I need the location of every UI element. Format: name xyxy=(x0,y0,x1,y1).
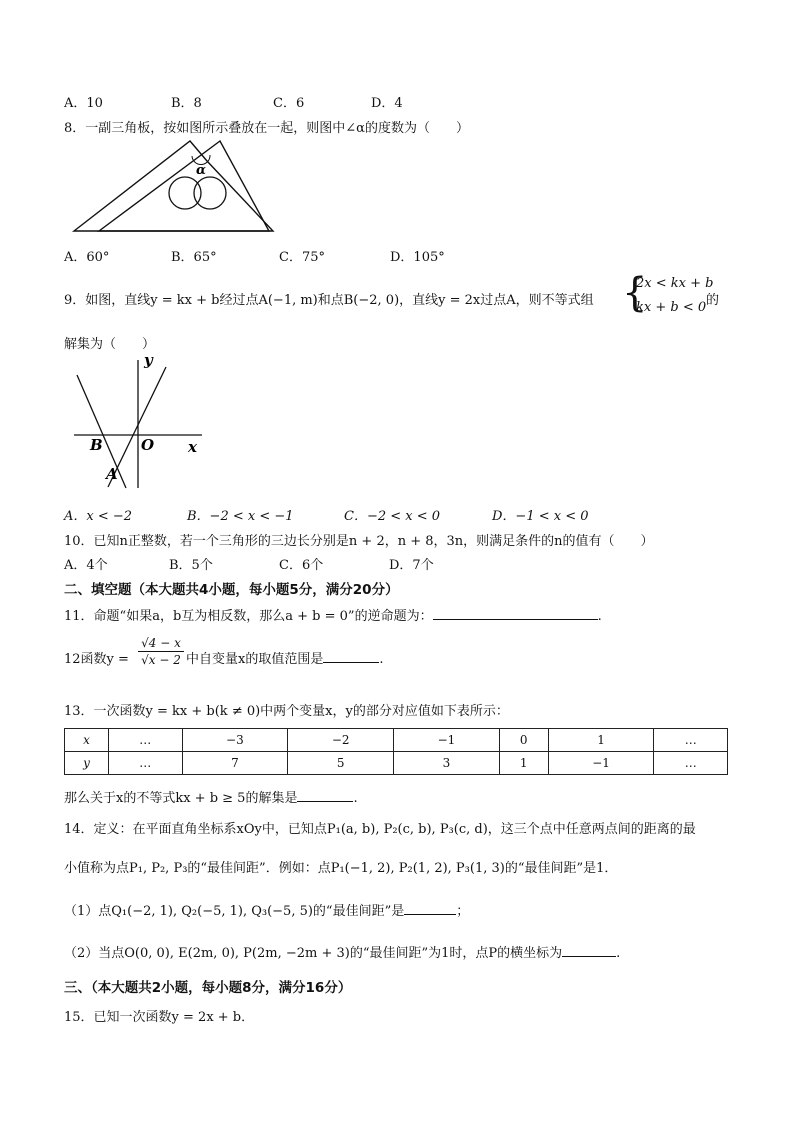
option-c: C．−2 < x < 0 xyxy=(344,509,441,524)
x-axis-label: x xyxy=(188,438,197,456)
option-b: B．−2 < x < −1 xyxy=(187,509,294,524)
after-text: 那么关于x的不等式kx + b ≥ 5的解集是 xyxy=(64,791,298,806)
numerator: √4 − x xyxy=(141,636,181,650)
question-11-text: 11．命题“如果a，b互为相反数，那么a + b = 0”的逆命题为： xyxy=(64,609,433,624)
table-cell: 3 xyxy=(394,752,500,775)
table-cell: −3 xyxy=(182,729,288,752)
option-d: D．7个 xyxy=(389,558,434,573)
question-15-text: 15．已知一次函数y = 2x + b． xyxy=(64,1010,255,1025)
point-a-label: A xyxy=(106,465,118,483)
option-c: C．75° xyxy=(279,250,325,265)
option-c: C．6 xyxy=(273,96,305,111)
option-a: A．4个 xyxy=(64,558,108,573)
table-cell: 1 xyxy=(499,752,548,775)
question-14-part-2 xyxy=(64,942,620,961)
part-2-text: （2）当点O(0, 0), E(2m, 0), P(2m, −2m + 3)的“最佳间距”为1时，点P的横坐标为 xyxy=(64,946,563,961)
table-cell: 5 xyxy=(288,752,394,775)
q7-options xyxy=(64,92,403,111)
table-cell: −1 xyxy=(548,752,654,775)
table-cell: … xyxy=(654,752,728,775)
answer-blank xyxy=(404,902,456,915)
semicolon: ； xyxy=(456,904,470,919)
question-12-prefix: 12函数y = xyxy=(64,652,129,667)
table-row-x xyxy=(65,729,728,752)
table-cell: −1 xyxy=(394,729,500,752)
section-2-heading: 二、填空题（本大题共4小题，每小题5分，满分20分） xyxy=(64,582,399,598)
question-9-text-2: 解集为（ ） xyxy=(64,337,156,352)
alpha-label: α xyxy=(196,163,207,178)
denominator: √x − 2 xyxy=(141,653,181,667)
table-cell: … xyxy=(109,729,183,752)
fraction xyxy=(138,636,184,667)
table-cell: −2 xyxy=(288,729,394,752)
option-c: C．6个 xyxy=(279,558,324,573)
question-13-text: 13．一次函数y = kx + b(k ≠ 0)中两个变量x，y的部分对应值如下表所示： xyxy=(64,704,509,719)
system-line-1: 2x < kx + b xyxy=(636,276,714,291)
left-brace: { xyxy=(622,270,648,316)
question-11 xyxy=(64,605,602,624)
fraction-bar xyxy=(138,651,184,652)
answer-blank xyxy=(562,944,616,957)
option-b: B．65° xyxy=(171,250,217,265)
section-3-heading: 三、（本大题共2小题，每小题8分，满分16分） xyxy=(64,980,352,996)
answer-blank xyxy=(433,607,598,620)
question-13-after xyxy=(64,787,358,806)
answer-blank xyxy=(323,650,379,663)
origin-label: O xyxy=(141,436,155,454)
question-12-suffix xyxy=(186,648,383,667)
period: . xyxy=(379,652,384,667)
q8-options xyxy=(64,246,445,265)
point-b-label: B xyxy=(90,436,103,454)
option-a: A．10 xyxy=(64,96,103,111)
question-10-text: 10．已知n正整数，若一个三角形的三边长分别是n + 2，n + 8，3n，则满足条件的n的值有（ ） xyxy=(64,534,654,549)
question-9-text: 9．如图，直线y = kx + b经过点A(−1, m)和点B(−2, 0)，直线y = 2x过点A，则不等式组 xyxy=(64,293,594,308)
table-cell: 1 xyxy=(548,729,654,752)
option-d: D．105° xyxy=(390,250,445,265)
question-14-line-2: 小值称为点P₁, P₂, P₃的“最佳间距”．例如：点P₁(−1, 2), P₂(1, 2), P₃(1, 3)的“最佳间距”是1． xyxy=(64,861,618,876)
period: . xyxy=(616,946,621,961)
option-a: A．60° xyxy=(64,250,110,265)
q9-options xyxy=(64,505,589,524)
linear-functions-graph xyxy=(70,350,210,492)
period: . xyxy=(353,791,358,806)
table-cell: y xyxy=(65,752,109,775)
table-cell: … xyxy=(109,752,183,775)
table-row-y xyxy=(65,752,728,775)
question-8-text: 8．一副三角板，按如图所示叠放在一起，则图中∠α的度数为（ ） xyxy=(64,121,469,136)
option-d: D．4 xyxy=(371,96,403,111)
triangle-rulers-figure xyxy=(70,138,280,236)
question-14-line-1: 14．定义：在平面直角坐标系xOy中，已知点P₁(a, b), P₂(c, b), P₃(c, d)，这三个点中任意两点间的距离的最 xyxy=(64,822,696,837)
option-a: A．x < −2 xyxy=(64,509,133,524)
system-line-2: kx + b < 0 xyxy=(636,300,707,315)
values-table xyxy=(64,728,728,775)
period: . xyxy=(597,609,602,624)
table-cell: … xyxy=(654,729,728,752)
suffix-text: 中自变量x的取值范围是 xyxy=(186,652,324,667)
option-d: D．−1 < x < 0 xyxy=(492,509,589,524)
y-axis-label: y xyxy=(144,351,153,369)
q10-options xyxy=(64,554,434,573)
answer-blank xyxy=(297,789,353,802)
question-14-part-1 xyxy=(64,900,469,919)
table-cell: x xyxy=(65,729,109,752)
table-cell: 0 xyxy=(499,729,548,752)
option-b: B．5个 xyxy=(169,558,213,573)
part-1-text: （1）点Q₁(−2, 1), Q₂(−5, 1), Q₃(−5, 5)的“最佳间距”是 xyxy=(64,904,405,919)
option-b: B．8 xyxy=(171,96,202,111)
table-cell: 7 xyxy=(182,752,288,775)
system-tail: 的 xyxy=(706,293,720,308)
